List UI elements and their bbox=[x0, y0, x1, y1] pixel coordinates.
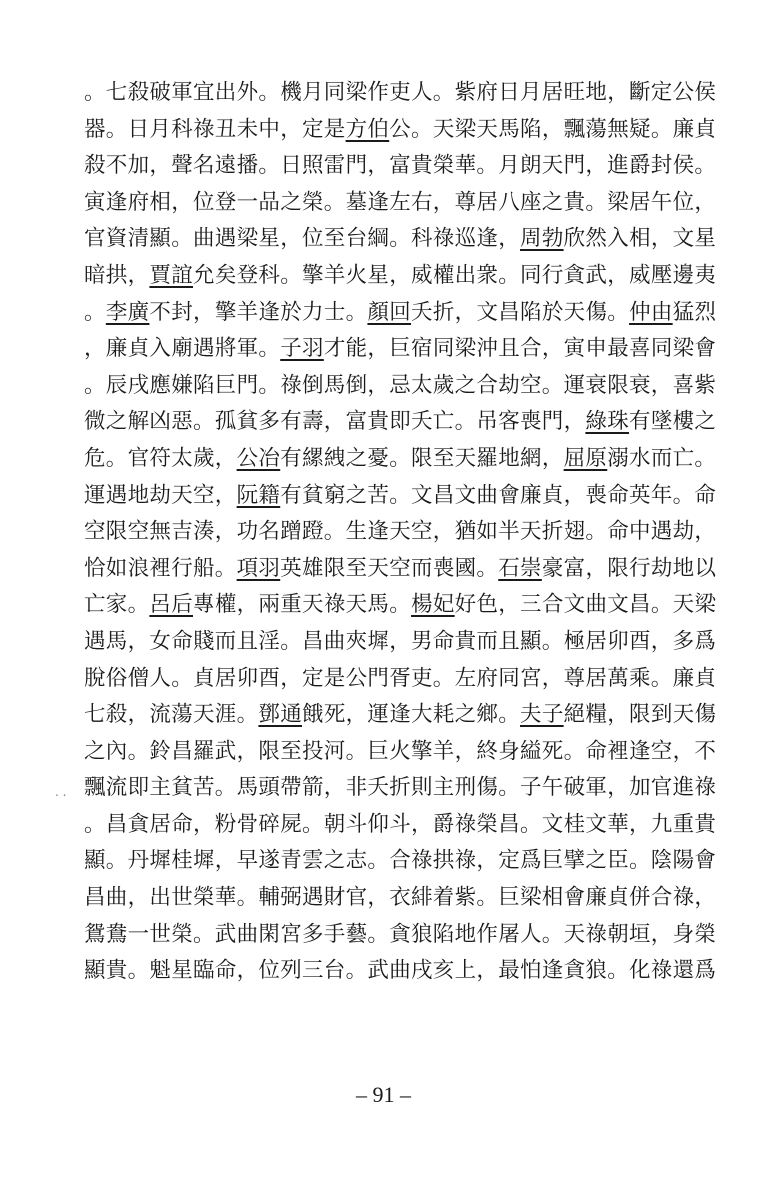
text-run: 允矣登科。擎羊火星，威權出衆。同行貪武，威壓邊夷 bbox=[193, 262, 717, 288]
text-run: 公。天梁天馬陷，飄蕩無疑。廉貞 bbox=[389, 116, 717, 142]
page-number: – 91 – bbox=[356, 1082, 411, 1107]
text-run: 脫俗僧人。貞居卯酉，定是公門胥吏。左府同宮，尊居萬乘。廉貞 bbox=[84, 665, 717, 691]
text-line bbox=[84, 148, 724, 185]
text-line bbox=[84, 661, 724, 698]
text-line bbox=[84, 953, 724, 990]
text-run: 好色，三合文曲文昌。天梁 bbox=[454, 592, 717, 618]
text-run: 恰如浪裡行船。 bbox=[84, 555, 237, 581]
text-run: 顯。丹墀桂墀，早遂青雲之志。合祿拱祿，定爲巨擘之臣。陰陽會 bbox=[84, 848, 717, 874]
underlined-name: 夫子 bbox=[520, 702, 564, 728]
text-line bbox=[84, 185, 724, 222]
text-line bbox=[84, 587, 724, 624]
text-run: 。 bbox=[84, 299, 106, 325]
underlined-name: 石崇 bbox=[498, 555, 542, 581]
margin-mark: . . bbox=[55, 785, 67, 799]
text-run: 亡家。 bbox=[84, 592, 150, 618]
text-line bbox=[84, 441, 724, 478]
text-run: ，廉貞入廟遇將軍。 bbox=[84, 336, 281, 362]
text-run: 。辰戌應嫌陷巨門。祿倒馬倒，忌太歲之合劫空。運衰限衰，喜紫 bbox=[84, 372, 717, 398]
text-run: 官資清顯。曲遇梁星，位至台綱。科祿巡逢， bbox=[84, 226, 521, 252]
underlined-name: 綠珠 bbox=[585, 409, 630, 435]
text-run: 遇馬，女命賤而且淫。昌曲夾墀，男命貴而且顯。極居卯酉，多爲 bbox=[84, 628, 717, 654]
text-run: 。昌貪居命，粉骨碎屍。朝斗仰斗，爵祿榮昌。文桂文華，九重貴 bbox=[84, 811, 717, 837]
text-run: 微之解凶惡。孤貧多有壽，富貴即夭亡。吊客喪門， bbox=[84, 409, 586, 435]
text-line bbox=[84, 514, 724, 551]
text-run: 有貧窮之苦。文昌文曲會廉貞，喪命英年。命 bbox=[280, 482, 717, 508]
text-run: 七殺，流蕩天涯。 bbox=[84, 702, 259, 728]
underlined-name: 鄧通 bbox=[258, 702, 303, 728]
text-run: 有墜樓之 bbox=[629, 409, 717, 435]
text-run: 才能，巨宿同梁沖且合，寅申最喜同梁會 bbox=[323, 336, 717, 362]
text-line bbox=[84, 551, 724, 588]
text-line bbox=[84, 478, 724, 515]
text-run: 專權，兩重天祿天馬。 bbox=[193, 592, 412, 618]
text-run: 豪富，限行劫地以 bbox=[541, 555, 717, 581]
underlined-name: 賈誼 bbox=[149, 262, 194, 288]
text-run: 。七殺破軍宜出外。機月同梁作吏人。紫府日月居旺地，斷定公侯 bbox=[84, 80, 717, 105]
text-line bbox=[84, 368, 724, 405]
text-run: 顯貴。魁星臨命，位列三台。武曲戌亥上，最怕逢貪狼。化祿還爲 bbox=[84, 958, 717, 984]
underlined-name: 仲由 bbox=[629, 299, 673, 325]
text-run: 有縲絏之憂。限至天羅地網， bbox=[280, 445, 564, 471]
text-run: 寅逢府相，位登一品之榮。墓逢左右，尊居八座之貴。梁居午位， bbox=[84, 189, 717, 215]
underlined-name: 李廣 bbox=[105, 299, 150, 325]
text-run: 空限空無吉湊，功名蹭蹬。生逢天空，猶如半天折翅。命中遇劫， bbox=[84, 519, 717, 545]
underlined-name: 楊妃 bbox=[411, 592, 455, 618]
text-run: 鴛鴦一世榮。武曲閑宮多手藝。貪狼陷地作屠人。天祿朝垣，身榮 bbox=[84, 921, 717, 947]
text-line bbox=[84, 331, 724, 368]
text-line bbox=[84, 221, 724, 258]
underlined-name: 周勃 bbox=[520, 226, 564, 252]
underlined-name: 方伯 bbox=[345, 116, 390, 142]
text-run: 不封，擎羊逢於力士。 bbox=[149, 299, 368, 325]
text-run: 溺水而亡。 bbox=[607, 445, 717, 471]
text-line bbox=[84, 697, 724, 734]
text-run: 英雄限至天空而喪國。 bbox=[280, 555, 499, 581]
text-line bbox=[84, 624, 724, 661]
underlined-name: 阮籍 bbox=[236, 482, 281, 508]
text-run: 危。官符太歲， bbox=[84, 445, 237, 471]
text-run: 運遇地劫天空， bbox=[84, 482, 237, 508]
text-run: 飄流即主貧苦。馬頭帶箭，非夭折則主刑傷。子午破軍，加官進祿 bbox=[84, 775, 717, 801]
text-line bbox=[84, 258, 724, 295]
text-run: 猛烈 bbox=[672, 299, 717, 325]
text-run: 暗拱， bbox=[84, 262, 150, 288]
body-text bbox=[84, 75, 724, 990]
text-run: 欣然入相，文星 bbox=[563, 226, 717, 252]
text-line bbox=[84, 880, 724, 917]
text-run: 夭折，文昌陷於天傷。 bbox=[411, 299, 630, 325]
text-line bbox=[84, 843, 724, 880]
text-run: 昌曲，出世榮華。輔弼遇財官，衣緋着紫。巨梁相會廉貞併合祿， bbox=[84, 885, 717, 911]
text-line bbox=[84, 917, 724, 954]
underlined-name: 子羽 bbox=[280, 336, 324, 362]
text-line bbox=[84, 404, 724, 441]
underlined-name: 顏回 bbox=[367, 299, 412, 325]
underlined-name: 呂后 bbox=[149, 592, 194, 618]
text-run: 絕糧，限到天傷 bbox=[563, 702, 717, 728]
text-run: 殺不加，聲名遠播。日照雷門，富貴榮華。月朗天門，進爵封侯。 bbox=[84, 153, 717, 179]
underlined-name: 屈原 bbox=[563, 445, 608, 471]
text-run: 之內。鈴昌羅武，限至投河。巨火擎羊，終身縊死。命裡逢空，不 bbox=[84, 738, 717, 764]
text-line bbox=[84, 734, 724, 771]
text-line bbox=[84, 112, 724, 149]
text-line bbox=[84, 295, 724, 332]
underlined-name: 項羽 bbox=[236, 555, 281, 581]
text-line bbox=[84, 75, 724, 112]
text-run: 器。日月科祿丑未中，定是 bbox=[84, 116, 346, 142]
text-run: 餓死，運逢大耗之鄉。 bbox=[302, 702, 521, 728]
text-line bbox=[84, 770, 724, 807]
underlined-name: 公冶 bbox=[236, 445, 281, 471]
text-line bbox=[84, 807, 724, 844]
